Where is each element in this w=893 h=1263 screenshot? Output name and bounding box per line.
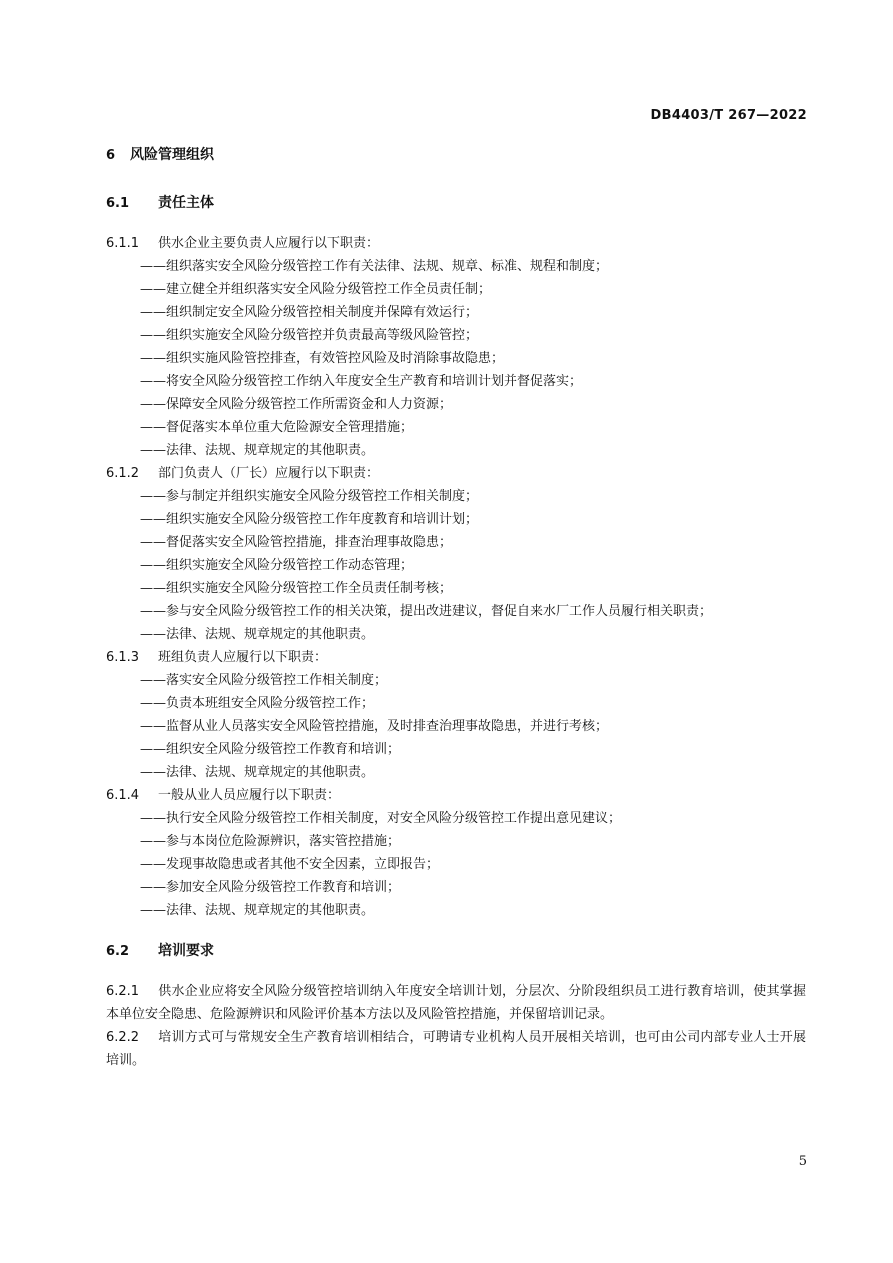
list-item: ——保障安全风险分级管控工作所需资金和人力资源； xyxy=(140,397,453,412)
list-item: ——督促落实安全风险管控措施，排查治理事故隐患； xyxy=(140,535,453,550)
list-item: ——参加安全风险分级管控工作教育和培训； xyxy=(140,880,401,895)
clause-6-1-4 xyxy=(106,784,806,807)
list-item: ——组织实施安全风险分级管控工作动态管理； xyxy=(140,558,414,573)
list-item: ——督促落实本单位重大危险源安全管理措施； xyxy=(140,420,414,435)
clause-number: 6.1.2 xyxy=(106,466,140,481)
subsection-heading-6-2 xyxy=(106,940,806,960)
subsection-number: 6.2 xyxy=(106,944,130,959)
list-item: ——组织落实安全风险分级管控工作有关法律、法规、规章、标准、规程和制度； xyxy=(140,259,609,274)
clause-number: 6.2.2 xyxy=(106,1030,140,1045)
list-item: ——法律、法规、规章规定的其他职责。 xyxy=(140,765,375,780)
subsection-heading-6-1 xyxy=(106,192,806,212)
section-number: 6 xyxy=(106,148,116,163)
list-item: ——将安全风险分级管控工作纳入年度安全生产教育和培训计划并督促落实； xyxy=(140,374,583,389)
paragraph-text: 培训方式可与常规安全生产教育培训相结合，可聘请专业机构人员开展相关培训，也可由公司内部专业人士开展培训。 xyxy=(106,1030,806,1068)
standard-code: DB4403/T 267—2022 xyxy=(650,108,807,123)
list-item: ——组织实施安全风险分级管控工作全员责任制考核； xyxy=(140,581,453,596)
list-item: ——法律、法规、规章规定的其他职责。 xyxy=(140,443,375,458)
list-item: ——发现事故隐患或者其他不安全因素，立即报告； xyxy=(140,857,440,872)
list-item: ——组织实施安全风险分级管控并负责最高等级风险管控； xyxy=(140,328,479,343)
clause-text: 部门负责人（厂长）应履行以下职责： xyxy=(158,466,380,481)
subsection-title: 培训要求 xyxy=(158,943,214,959)
list-item: ——监督从业人员落实安全风险管控措施，及时排查治理事故隐患，并进行考核； xyxy=(140,719,609,734)
list-item: ——参与制定并组织实施安全风险分级管控工作相关制度； xyxy=(140,489,479,504)
subsection-title: 责任主体 xyxy=(158,195,214,211)
document-body xyxy=(106,144,806,1072)
clause-number: 6.1.4 xyxy=(106,788,140,803)
clause-number: 6.2.1 xyxy=(106,984,140,999)
section-heading xyxy=(106,144,806,164)
section-title: 风险管理组织 xyxy=(130,147,214,163)
list-item: ——法律、法规、规章规定的其他职责。 xyxy=(140,627,375,642)
list-item: ——法律、法规、规章规定的其他职责。 xyxy=(140,903,375,918)
paragraph-6-2-1 xyxy=(106,980,806,1026)
list-item: ——负责本班组安全风险分级管控工作； xyxy=(140,696,375,711)
list-item: ——建立健全并组织落实安全风险分级管控工作全员责任制； xyxy=(140,282,492,297)
list-item: ——执行安全风险分级管控工作相关制度，对安全风险分级管控工作提出意见建议； xyxy=(140,811,622,826)
list-item: ——组织实施安全风险分级管控工作年度教育和培训计划； xyxy=(140,512,479,527)
clause-6-1-1 xyxy=(106,232,806,255)
clause-6-1-3 xyxy=(106,646,806,669)
list-item: ——参与安全风险分级管控工作的相关决策，提出改进建议，督促自来水厂工作人员履行相关职责； xyxy=(140,604,713,619)
clause-number: 6.1.1 xyxy=(106,236,140,251)
list-item: ——落实安全风险分级管控工作相关制度； xyxy=(140,673,388,688)
paragraph-6-2-2 xyxy=(106,1026,806,1072)
page-number: 5 xyxy=(798,1154,807,1169)
paragraph-text: 供水企业应将安全风险分级管控培训纳入年度安全培训计划，分层次、分阶段组织员工进行教育培训，使其掌握本单位安全隐患、危险源辨识和风险评价基本方法以及风险管控措施，并保留培训记录。 xyxy=(106,984,806,1022)
clause-text: 一般从业人员应履行以下职责： xyxy=(158,788,341,803)
subsection-number: 6.1 xyxy=(106,196,130,211)
clause-text: 供水企业主要负责人应履行以下职责： xyxy=(158,236,380,251)
clause-6-1-2 xyxy=(106,462,806,485)
list-item: ——组织制定安全风险分级管控相关制度并保障有效运行； xyxy=(140,305,479,320)
list-item: ——参与本岗位危险源辨识，落实管控措施； xyxy=(140,834,401,849)
list-item: ——组织安全风险分级管控工作教育和培训； xyxy=(140,742,401,757)
list-item: ——组织实施风险管控排查，有效管控风险及时消除事故隐患； xyxy=(140,351,505,366)
clause-number: 6.1.3 xyxy=(106,650,140,665)
clause-text: 班组负责人应履行以下职责： xyxy=(158,650,328,665)
